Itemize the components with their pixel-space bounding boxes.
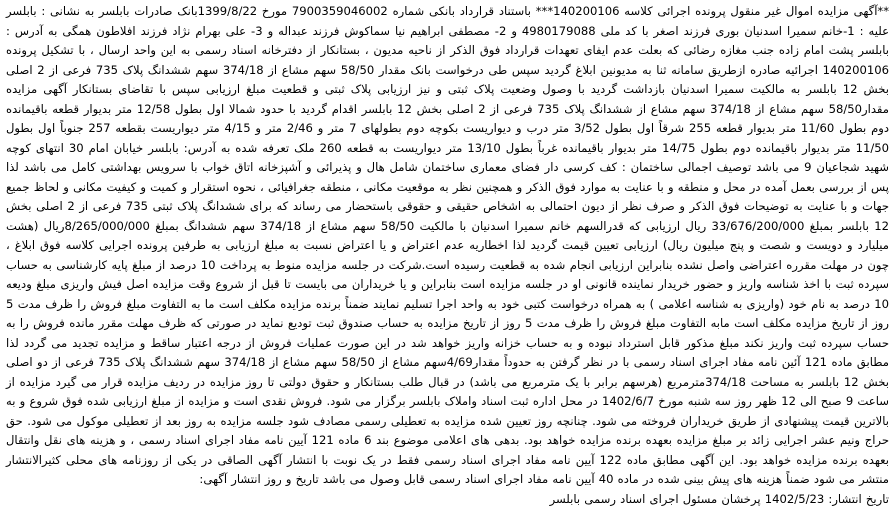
notice-body: **آگهی مزایده اموال غیر منقول پرونده اجرائی کلاسه 140200106*** باستناد قرارداد بانکی شماره 7900359046002 مورخ 1399/8/22بانک صادرات بابلسر به نشانی : بابلسر علیه : 1-خانم سمیرا اسدنیان بوری فرزند اصغر با کد ملی 4980179088 و 2- مصطفی ابراهیم نیا سماکوش فرزند عبداله و 3- علی بهرام نژاد فرزند افلاطون همگی به آدرس : بابلسر پشت امام زاده جنب مغازه رضائی که بعلت عدم ایفای تعهدات قرارداد فوق الذکر از ناحیه مدیون ، بستانکار از دفترخانه اسناد رسمی به این واحد ارسال ، با تشکیل پرونده 140200106 اجرائیه صادره ازطریق سامانه ثنا به مدیونین ابلاغ گردید سپس طی درخواست بانک مقدار 58/50 سهم مشاع از 374/18 سهم ششدانگ پلاک 735 فرعی از 2 اصلی بخش 12 بابلسر به مالکیت سمیرا اسدنیان بازداشت گردید با وصول وضعیت پلاک ثبتی و نیز ارزیابی پلاک ثبتی و قطعیت مبلغ ارزیابی سپس با تقاضای بستانکار آگهی مزایده مقدار58/50 سهم مشاع از 374/18 سهم مشاع از ششدانگ پلاک 735 فرعی از 2 اصلی بخش 12 بابلسر اقدام گردید با حدود شمالا اول بطول 12/58 متر بدیوار قطعه باقیمانده دوم بطول 11/60 متر بدیوار قطعه 255 شرقاً اول بطول 3/52 متر درب و دیواریست بکوچه دوم بطولهای 7 متر و 2/46 متر و 4/15 متر دیواریست بقطعه 257 جنوباً اول بطول 11/50 متر بدیوار باقیمانده دوم بطول 14/75 متر بدیوار باقیمانده غرباً بطول 13/10 متر دیواریست به قطعه 260 ملک تعرفه شده به آدرس: بابلسر خیابان امام 30 انتهای کوچه شهید شجاعیان 9 می باشد توصیف اجمالی ساختمان : کف کرسی دار فضای معماری ساختمان شامل هال و پذیرائی و آشپزخانه اتاق خواب با سرویس بهداشتی کامل می باشد لذا پس از بررسی بعمل آمده در محل و منطقه و با عنایت به موارد فوق الذکر و همچنین نظر به موقعیت مکانی ، منطقه جغرافیائی ، نحوه استقرار و کمیت و کیفیت مکانی و لحاظ جمیع جهات و با عنایت به توضیحات فوق الذکر و صرف نظر از دیون احتمالی به اشخاص حقیقی و حقوقی باستحضار می رساند که برای ششدانگ پلاک ثبتی 735 فرعی از 2 اصلی بخش 12 بابلسر بمبلغ 33/676/200/000 ریال ارزیابی که قدرالسهم خانم سمیرا اسدنیان با مالکیت 58/50 سهم مشاع از 374/18 سهم ششدانگ بمبلغ 8/265/000/000ریال (هشت میلیارد و دویست و شصت و پنج میلیون ریال) ارزیابی تعیین قیمت گردید لذا اخطاریه عدم اعتراض و یا اعتراض نسبت به مبلغ ارزیابی به طرفین پرونده اجرایی کلاسه فوق ابلاغ ، چون در مهلت مقرره اعتراضی واصل نشده بنابراین ارزیابی انجام شده به قطعیت رسیده است.شرکت در جلسه مزایده منوط به پرداخت 10 درصد از مبلغ پایه کارشناسی به حساب سپرده ثبت با اخذ شناسه واریز و حضور خریدار نماینده قانونی او در جلسه مزایده است بنابراین و یا خریداران می بایست تا قبل از شروع وقت مزایده اصل فیش واریزی مبلغ ودیعه 10 درصد به نام خود (واریزی به شناسه اعلامی ) به همراه درخواست کتبی خود به واحد اجرا تسلیم نمایند ضمناً برنده مزایده مکلف است ما به التفاوت مبلغ فروش را ظرف مدت 5 روز از تاریخ مزایده مکلف است مابه التفاوت مبلغ فروش را ظرف مدت 5 روز از تاریخ مزایده به حساب صندوق ثبت تودیع نماید در صورتی که ظرف مهلت مقرر مانده فروش را به حساب سپرده ثبت واریز نکند مبلغ مذکور قابل استرداد نبوده و به حساب خزانه واریز خواهد شد در این صورت عملیات فروش از درجه اعتبار ساقط و مزایده تجدید می گردد لذا مطابق ماده 121 آئین نامه مفاد اجرای اسناد رسمی با در نظر گرفتن به حدوداً مقدار4/69سهم مشاع از 58/50 سهم مشاع از 374/18 سهم ششدانگ پلاک 735 فرعی از دو اصلی بخش 12 بابلسر به مساحت 374/18مترمربع (هرسهم برابر با یک مترمربع می باشد) در قبال طلب بستانکار و حقوق دولتی تا روز مزایده در ردیف مزایده قرار می گیرد مزایده از ساعت 9 صبح الی 12 ظهر روز سه شنبه مورخ 1402/6/7 در محل اداره ثبت اسناد واملاک بابلسر برگزار می شود. فروش نقدی است و مزایده از مبلغ ارزیابی شده فوق شروع و به بالاترین قیمت پیشنهادی از طریق خریداران فروخته می شود. چنانچه روز تعیین شده مزایده به تعطیلی رسمی مصادف شود جلسه مزایده به روز بعد از تعطیلی موکول می شود. حق حراج ونیم عشر اجرایی زائد بر مبلغ مزایده بعهده برنده مزایده خواهد بود. بدهی های اعلامی موضوع بند 6 ماده 121 آیین نامه مفاد اجرای اسناد رسمی ، و هزینه های نقل وانتقال بعهده برنده مزایده خواهد بود. این آگهی مطابق ماده 122 آیین نامه مفاد اجرای اسناد رسمی فقط در یک نوبت با انتشار آگهی الصاقی در یکی از روزنامه های محلی کثیرالانتشار منتشر می شود ضمناً هزینه های پیش بینی شده در ماده 40 آیین نامه مفاد اجرای اسناد رسمی قابل وصول می باشد تاریخ و روز انتشار آگهی: xyxy=(6,4,890,486)
notice-footer: تاریخ انتشار: 1402/5/23 پرخشان مسئول اجرای اسناد رسمی بابلسر xyxy=(549,491,889,506)
